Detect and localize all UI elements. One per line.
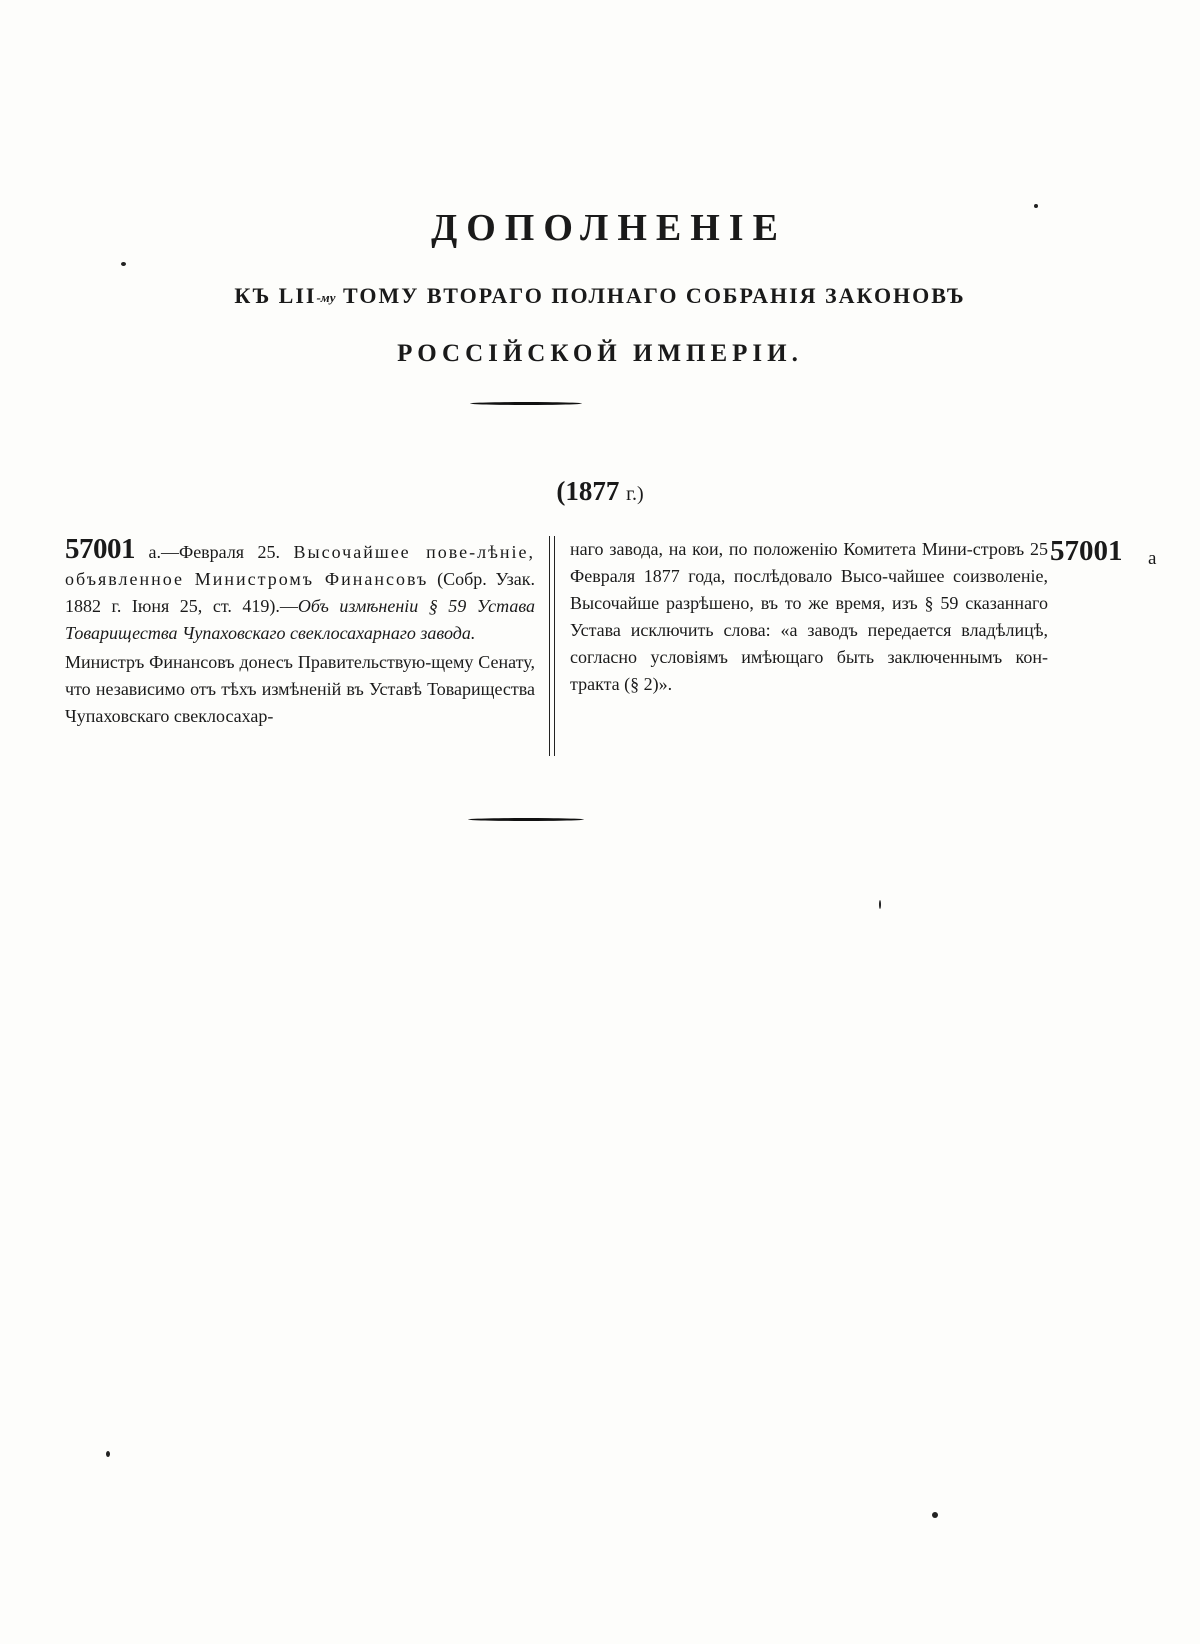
page-subtitle [0,283,1200,309]
margin-article-letter: а [1148,548,1157,569]
article-letter: а. [148,542,161,562]
article-number: 57001 [65,533,135,565]
article-heading [65,533,536,647]
volume-roman: LII [278,283,317,308]
article-subject: Объ измѣненіи § 59 Устава Товарищества Чупаховскаго свеклосахарнаго завода. [65,596,536,643]
scan-speck [879,900,881,909]
subtitle-text: ТОМУ ВТОРАГО ПОЛНАГО СОБРАНІЯ ЗАКОНОВЪ [342,283,966,308]
header-divider-rule [470,402,582,405]
volume-suffix: -му [316,290,336,305]
margin-article-number: 57001 [1050,535,1123,567]
scan-speck [932,1512,938,1518]
subtitle-prefix: КЪ [234,283,272,308]
year-value: 1877 [565,476,620,506]
page-title: ДОПОЛНЕНІЕ [431,207,787,249]
article-body-right: наго завода, на кои, по положенію Комитета Мини-стровъ 25 Февраля 1877 года, послѣдовало Высо-чайшее соизволеніе, Высочайше разрѣшено, въ то же время, изъ § 59 сказаннаго Устава исключить слова: «а заводъ передается владѣлицѣ, согласно условіямъ имѣющаго быть заключеннымъ кон-тракта (§ 2)». [570,539,1048,694]
year-heading [0,476,1200,507]
column-divider [549,536,555,756]
article-decree-type: Высочайшее пове-лѣніе, объявленное Министромъ Финансовъ [65,542,536,589]
year-suffix: г. [626,483,638,505]
year-paren-close: ) [637,483,644,505]
footer-divider-rule [468,818,584,821]
left-column [65,533,536,730]
article-source: (Собр. Узак. 1882 г. Іюня 25, ст. 419).— [65,569,536,616]
right-column [570,536,1048,698]
scan-speck [121,262,126,266]
scan-speck [106,1451,110,1457]
page-subtitle-line2: РОССІЙСКОЙ ИМПЕРІИ. [397,340,803,367]
scan-speck [1034,204,1038,208]
subtitle-volume [279,283,336,308]
year-paren-open: ( [556,476,566,506]
article-date: —Февраля 25. [160,542,281,562]
article-body-left: Министръ Финансовъ донесъ Правительствую-щему Сенату, что независимо отъ тѣхъ измѣненій въ Уставѣ Товарищества Чупаховскаго свеклосахар- [65,652,535,726]
